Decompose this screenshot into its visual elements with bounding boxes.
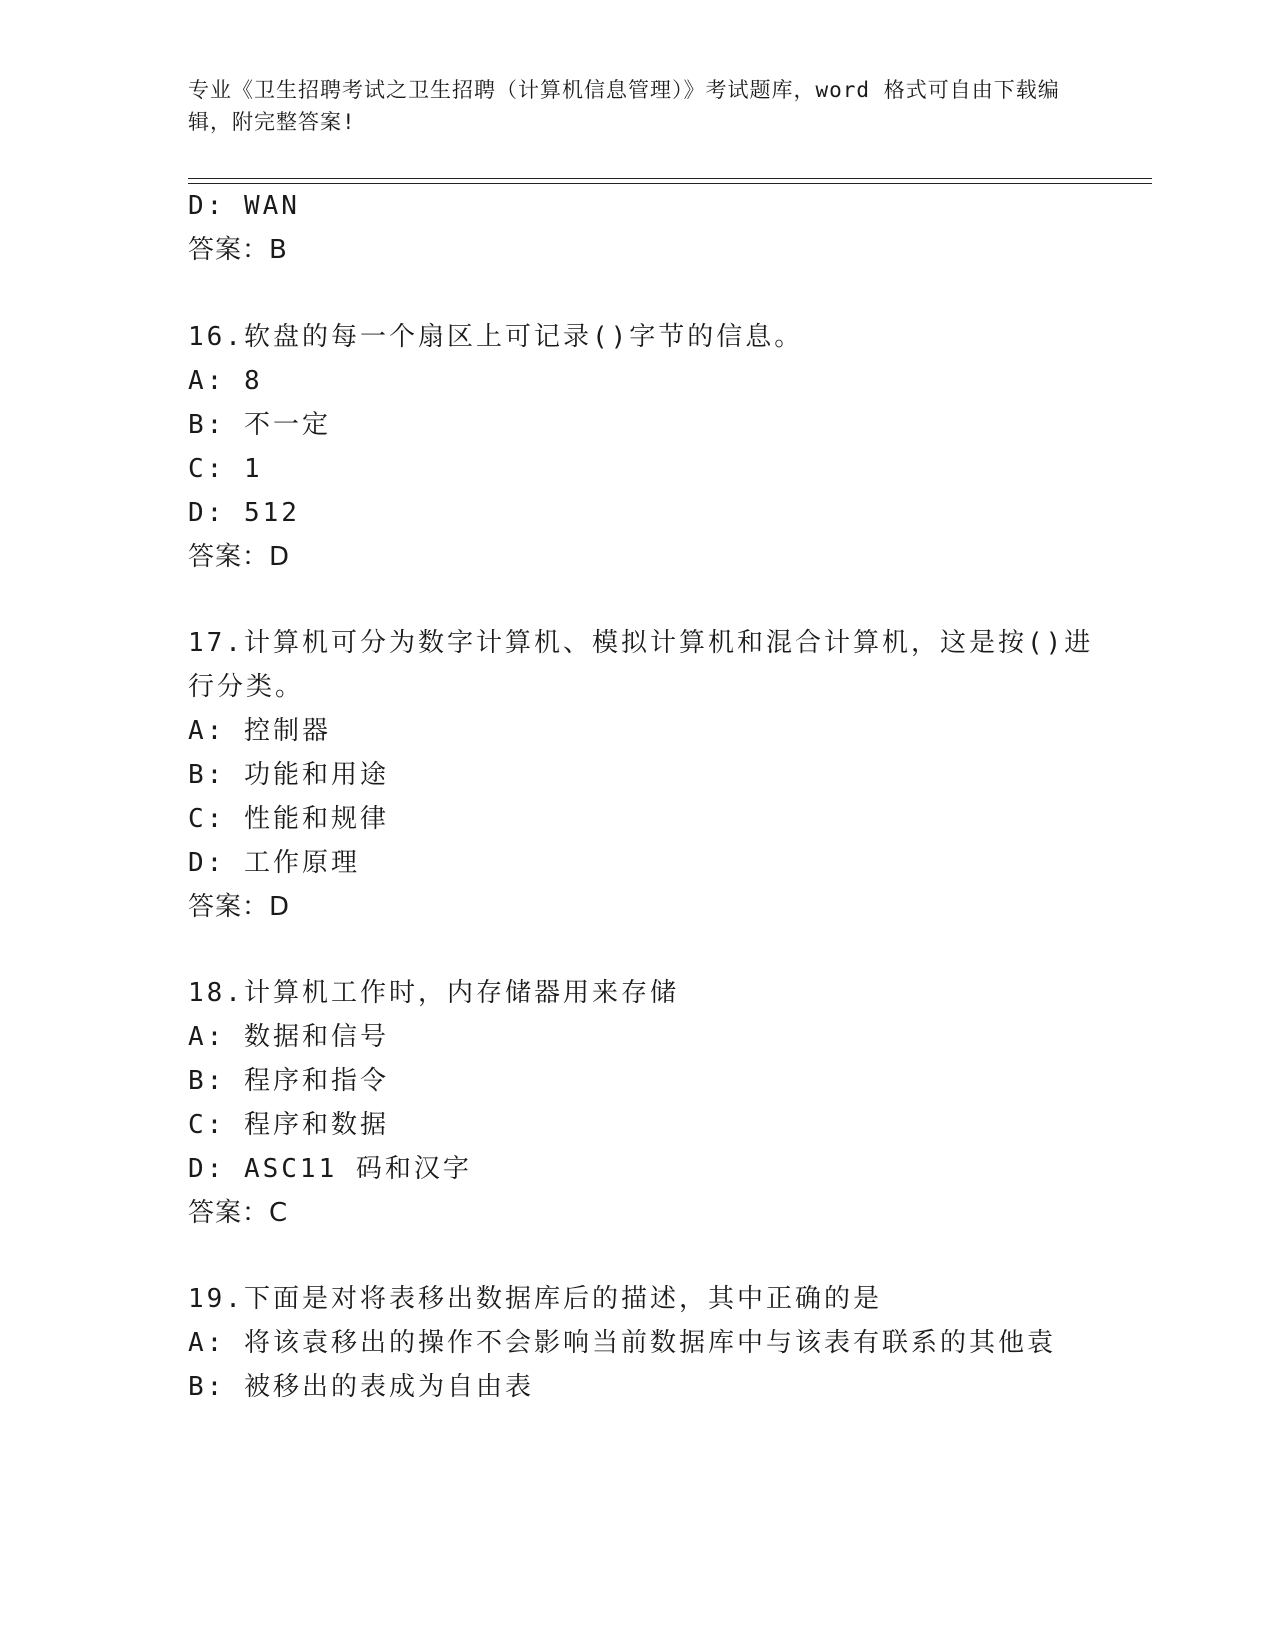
- question-17-option-d: D: 工作原理: [188, 848, 360, 878]
- question-17-answer: 答案：D: [188, 892, 291, 922]
- question-19-stem: 19.下面是对将表移出数据库后的描述，其中正确的是: [188, 1284, 882, 1314]
- question-16-option-b: B: 不一定: [188, 410, 331, 440]
- question-19-option-b: B: 被移出的表成为自由表: [188, 1372, 534, 1402]
- header-divider-bottom: [188, 183, 1152, 184]
- question-16-answer: 答案：D: [188, 542, 291, 572]
- prev-option-d: D: WAN: [188, 191, 300, 221]
- question-17-stem-line2: 行分类。: [188, 672, 305, 702]
- question-17-option-b: B: 功能和用途: [188, 760, 389, 790]
- prev-answer: 答案：B: [188, 235, 288, 265]
- header-divider-top: [188, 178, 1152, 179]
- question-18-answer: 答案：C: [188, 1198, 289, 1228]
- question-17-stem-line1: 17.计算机可分为数字计算机、模拟计算机和混合计算机，这是按()进: [188, 628, 1094, 658]
- question-18-option-d: D: ASC11 码和汉字: [188, 1154, 472, 1184]
- question-16-option-c: C: 1: [188, 454, 263, 484]
- question-16-option-a: A: 8: [188, 366, 263, 396]
- document-header: 专业《卫生招聘考试之卫生招聘（计算机信息管理）》考试题库，word 格式可自由下载编辑，附完整答案!: [188, 78, 1060, 134]
- question-16-stem: 16.软盘的每一个扇区上可记录()字节的信息。: [188, 322, 804, 352]
- question-16-option-d: D: 512: [188, 498, 300, 528]
- question-19-option-a: A: 将该袁移出的操作不会影响当前数据库中与该表有联系的其他袁: [188, 1328, 1056, 1358]
- question-18-stem: 18.计算机工作时，内存储器用来存储: [188, 978, 679, 1008]
- question-17-option-c: C: 性能和规律: [188, 804, 389, 834]
- question-18-option-b: B: 程序和指令: [188, 1066, 389, 1096]
- question-17-option-a: A: 控制器: [188, 716, 331, 746]
- question-18-option-a: A: 数据和信号: [188, 1022, 389, 1052]
- question-18-option-c: C: 程序和数据: [188, 1110, 389, 1140]
